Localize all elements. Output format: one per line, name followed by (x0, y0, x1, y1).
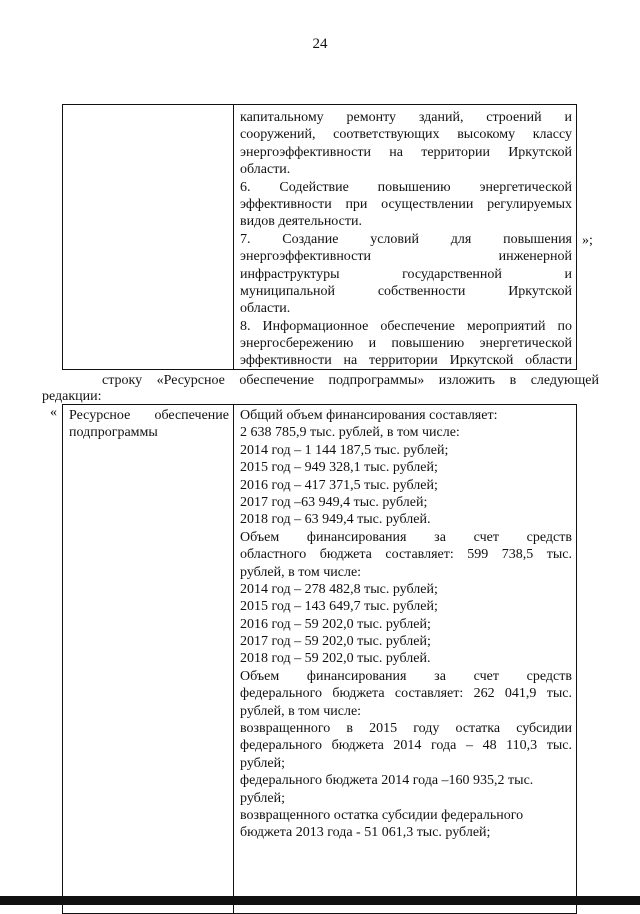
text-line: энергоэффективности инженерной (240, 249, 572, 265)
text-line: 2015 год – 143 649,7 тыс. рублей; (240, 599, 438, 615)
top-table (62, 104, 577, 370)
text-line: федерального бюджета составляет: 262 041,9 тыс. (240, 686, 572, 702)
text-line: 2015 год – 949 328,1 тыс. рублей; (240, 460, 438, 476)
text-line: Общий объем финансирования составляет: (240, 408, 498, 423)
closing-quote-mark: »; (582, 233, 593, 248)
text-line: 2018 год – 63 949,4 тыс. рублей. (240, 512, 431, 528)
text-line: эффективности при осуществлении регулируемых (240, 196, 572, 212)
text-line: 2014 год – 278 482,8 тыс. рублей; (240, 581, 438, 597)
text-line: 2018 год – 59 202,0 тыс. рублей. (240, 651, 431, 667)
text-line: 8. Информационное обеспечение мероприятий по (240, 318, 572, 334)
text-line: рублей, в том числе: (240, 564, 362, 580)
text-line: федерального бюджета 2014 года –160 935,2 тыс. (240, 773, 534, 789)
text-line: инфраструктуры государственной и (240, 266, 572, 282)
text-line: муниципальной собственности Иркутской (240, 283, 572, 299)
resource-table-right-cell (234, 405, 576, 842)
text-line: энергоэффективности на территории Иркутской (240, 144, 572, 160)
text-line: бюджета 2013 года - 51 061,3 тыс. рублей; (240, 825, 491, 841)
resource-table (62, 404, 577, 914)
text-line: 2 638 785,9 тыс. рублей, в том числе: (240, 425, 460, 441)
top-table-left-cell (63, 105, 234, 369)
text-line: рублей; (240, 755, 285, 771)
text-line: 6. Содействие повышению энергетической (240, 179, 572, 195)
text-line: энергосбережению и повышению энергетической (240, 336, 572, 352)
page-number: 24 (312, 36, 328, 52)
opening-quote-mark: « (50, 405, 57, 420)
resource-table-left-cell (63, 405, 234, 913)
text-line: видов деятельности. (240, 214, 362, 230)
text-line: рублей, в том числе: (240, 703, 362, 719)
text-line: области. (240, 301, 291, 317)
scan-edge-bar (0, 896, 640, 905)
text-line: Объем финансирования за счет средств (240, 668, 572, 684)
text-line: капитальному ремонту зданий, строений и (240, 110, 572, 125)
instruction-line-1: строку «Ресурсное обеспечение подпрограммы» изложить в следующей (102, 373, 599, 388)
text-line: 2017 год – 59 202,0 тыс. рублей; (240, 634, 431, 650)
top-table-right-cell (234, 105, 576, 370)
text-line: подпрограммы (69, 425, 158, 441)
text-line: федерального бюджета 2014 года – 48 110,3 тыс. (240, 738, 572, 754)
text-line: сооружений, соответствующих высокому классу (240, 127, 572, 143)
text-line: 2016 год – 417 371,5 тыс. рублей; (240, 477, 438, 493)
text-line: 2014 год – 1 144 187,5 тыс. рублей; (240, 442, 449, 458)
text-line: области. (240, 162, 291, 178)
text-line: возвращенного остатка субсидии федерального (240, 807, 524, 823)
text-line: эффективности на территории Иркутской области (240, 353, 572, 369)
instruction-line-2: редакции: (42, 389, 102, 404)
text-line: Ресурсное обеспечение (69, 408, 229, 423)
text-line: 7. Создание условий для повышения (240, 231, 572, 247)
text-line: 2017 год –63 949,4 тыс. рублей; (240, 494, 428, 510)
text-line: рублей; (240, 790, 285, 806)
text-line: возвращенного в 2015 году остатка субсидии (240, 721, 572, 737)
text-line: Объем финансирования за счет средств (240, 529, 572, 545)
text-line: 2016 год – 59 202,0 тыс. рублей; (240, 616, 431, 632)
text-line: областного бюджета составляет: 599 738,5 тыс. (240, 547, 572, 563)
